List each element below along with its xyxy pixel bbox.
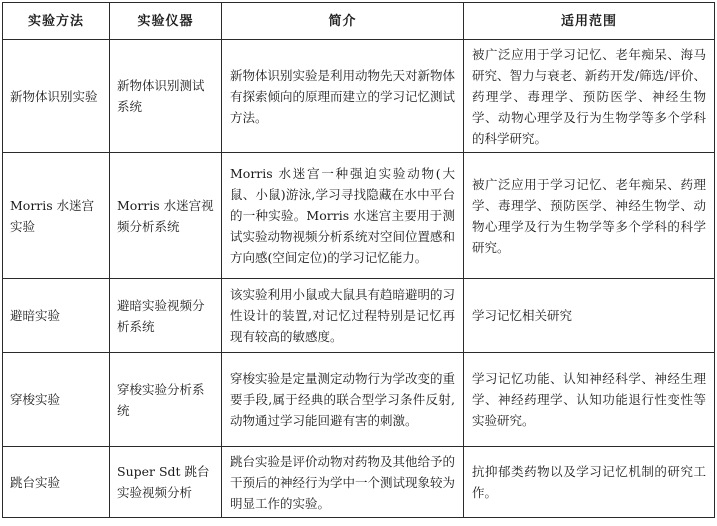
cell-description: 该实验利用小鼠或大鼠具有趋暗避明的习性设计的装置,对记忆过程特别是记忆再现有较高的敏感度。 <box>222 279 464 353</box>
header-row <box>3 3 715 40</box>
table-header <box>3 3 715 40</box>
cell-scope: 被广泛应用于学习记忆、老年痴呆、海马研究、智力与衰老、新药开发/筛选/评价、药理学、毒理学、预防医学、神经生物学、动物心理学及行为生物学等多个学科的科学研究。 <box>464 40 715 153</box>
cell-description: 跳台实验是评价动物对药物及其他给予的干预后的神经行为学中一个测试现象较为明显工作的实验。 <box>222 447 464 518</box>
table-row <box>3 353 715 447</box>
header-method: 实验方法 <box>3 3 110 40</box>
cell-instrument: Super Sdt 跳台实验视频分析 <box>110 447 222 518</box>
cell-scope: 学习记忆功能、认知神经科学、神经生理学、神经药理学、认知功能退行性变性等实验研究。 <box>464 353 715 447</box>
cell-method: 避暗实验 <box>3 279 110 353</box>
cell-method: 穿梭实验 <box>3 353 110 447</box>
cell-description: 新物体识别实验是利用动物先天对新物体有探索倾向的原理而建立的学习记忆测试方法。 <box>222 40 464 153</box>
cell-instrument: 新物体识别测试系统 <box>110 40 222 153</box>
cell-method: 新物体识别实验 <box>3 40 110 153</box>
header-scope: 适用范围 <box>464 3 715 40</box>
cell-method: Morris 水迷宫实验 <box>3 153 110 279</box>
header-description: 简介 <box>222 3 464 40</box>
cell-instrument: Morris 水迷宫视频分析系统 <box>110 153 222 279</box>
table-row <box>3 279 715 353</box>
cell-scope: 学习记忆相关研究 <box>464 279 715 353</box>
cell-method: 跳台实验 <box>3 447 110 518</box>
table-row <box>3 447 715 518</box>
table-row <box>3 40 715 153</box>
cell-scope: 被广泛应用于学习记忆、老年痴呆、药理学、毒理学、预防医学、神经生物学、动物心理学及行为生物学等多个学科的科学研究。 <box>464 153 715 279</box>
header-instrument: 实验仪器 <box>110 3 222 40</box>
table-row <box>3 153 715 279</box>
cell-scope: 抗抑郁类药物以及学习记忆机制的研究工作。 <box>464 447 715 518</box>
experiment-table <box>2 2 715 518</box>
cell-description: 穿梭实验是定量测定动物行为学改变的重要手段,属于经典的联合型学习条件反射,动物通过学习能回避有害的刺激。 <box>222 353 464 447</box>
cell-instrument: 避暗实验视频分析系统 <box>110 279 222 353</box>
cell-instrument: 穿梭实验分析系统 <box>110 353 222 447</box>
table-body <box>3 40 715 518</box>
cell-description: Morris 水迷宫一种强迫实验动物(大鼠、小鼠)游泳,学习寻找隐藏在水中平台的一种实验。Morris 水迷宫主要用于测试实验动物视频分析系统对空间位置感和方向感(空间定位)的学习记忆能力。 <box>222 153 464 279</box>
